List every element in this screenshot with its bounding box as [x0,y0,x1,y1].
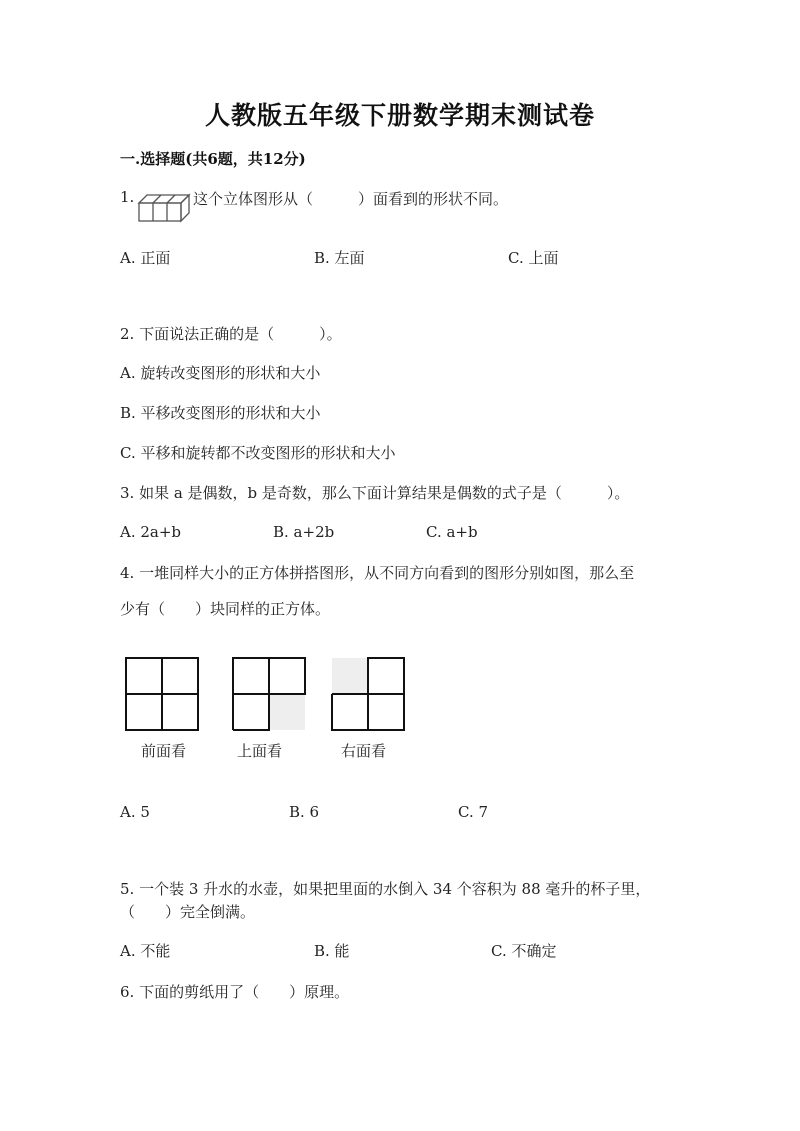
q2-option-b[interactable]: B. 平移改变图形的形状和大小 [120,404,321,422]
q6-text: 6. 下面的剪纸用了（ ）原理。 [120,983,350,1001]
q4-view-right-label: 右面看 [341,742,387,760]
q1-option-c[interactable]: C. 上面 [508,249,559,267]
q1-option-b[interactable]: B. 左面 [314,249,365,267]
page-title: 人教版五年级下册数学期末测试卷 [204,101,595,130]
q2-text: 2. 下面说法正确的是（ ）。 [120,325,342,343]
q1-text: 这个立体图形从（ ）面看到的形状不同。 [193,190,509,208]
right-view-grid [332,658,404,730]
q1-option-a[interactable]: A. 正面 [120,249,171,267]
front-view-grid [126,658,198,730]
q5-text-line2: （ ）完全倒满。 [120,903,256,921]
q5-option-a[interactable]: A. 不能 [120,942,171,960]
section-heading: 一.选择题(共6题，共12分) [120,150,306,168]
q2-option-c[interactable]: C. 平移和旋转都不改变图形的形状和大小 [120,444,396,462]
q4-views-figure [120,650,420,740]
q2-option-a[interactable]: A. 旋转改变图形的形状和大小 [120,364,321,382]
q4-option-b[interactable]: B. 6 [289,803,320,821]
q4-option-c[interactable]: C. 7 [458,803,489,821]
q3-option-c[interactable]: C. a+b [426,523,478,541]
q4-view-front-label: 前面看 [141,742,187,760]
q4-text-line2: 少有（ ）块同样的正方体。 [120,600,331,618]
q3-option-b[interactable]: B. a+2b [273,523,335,541]
q3-option-a[interactable]: A. 2a+b [120,523,182,541]
q1-cube-figure [137,193,191,223]
q5-text-line1: 5. 一个装 3 升水的水壶，如果把里面的水倒入 34 个容积为 88 毫升的杯子里， [120,880,651,898]
q5-option-c[interactable]: C. 不确定 [491,942,557,960]
q5-option-b[interactable]: B. 能 [314,942,350,960]
q4-option-a[interactable]: A. 5 [120,803,150,821]
q4-view-top-label: 上面看 [237,742,283,760]
q1-number: 1. [120,188,135,206]
top-view-grid [233,658,305,730]
q3-text: 3. 如果 a 是偶数，b 是奇数，那么下面计算结果是偶数的式子是（ ）。 [120,484,630,502]
q4-text-line1: 4. 一堆同样大小的正方体拼搭图形，从不同方向看到的图形分别如图，那么至 [120,564,635,582]
